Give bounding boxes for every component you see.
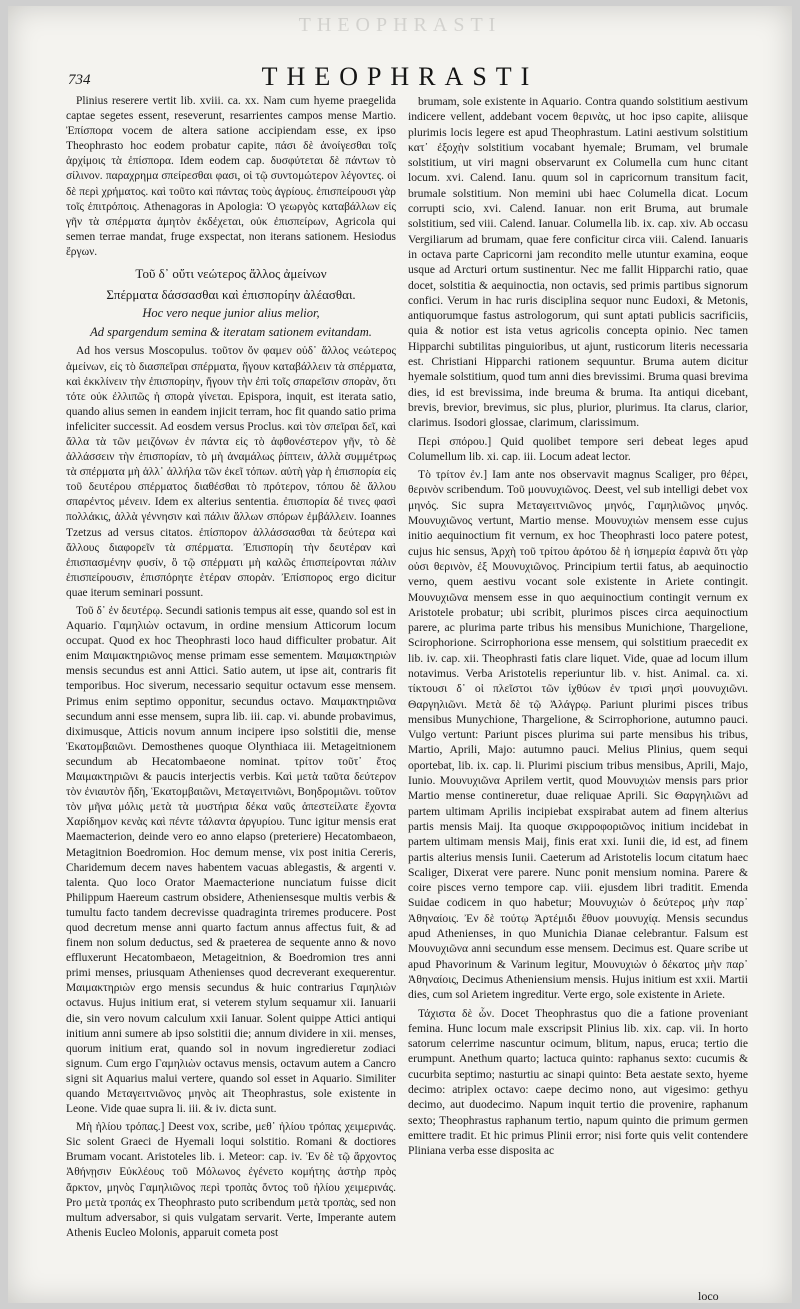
paragraph: Τοῦ δ᾽ ἐν δευτέρῳ. Secundi sationis tempus ait esse, quando sol est in Aquario. Γαμηλιὼν octavum, in ordine mensium Atticorum locum occupat. Quod ex hoc Theophrasti loco haud difficulter probatur. Ait enim Μαιμακτηριῶνος mense primam esse sementem. Μαιμακτηριὼν mensis secundus est anni Attici. Satio autem, ut ipse ait, contraris fit temporibus. Hoc siverum, necessario sequitur octavum esse mensem. Primus enim septimo opponitur, secundus octavo. Μαιμακτηριῶνα secundum anni esse mensem, supra lib. iii. cap. vi. abunde probavimus, diximusque, Atticis novum annum incipere ipso solstitii die, mense Ἑκατομβαιῶνι. Demosthenes quoque Olynthiaca iii. Metageitnionem secundum ab Hecatombaeone nominat. τρίτον τοῦτ᾽ ἔτος Μαιμακτηριῶνι & paucis interjectis verbis. Καὶ μετὰ ταῦτα δεύτερον τὸν ἐνιαυτὸν ἤδη, Ἑκατομβαιῶνι, Μεταγειτνιῶνι, Βοηδρομιῶνι. τοῦτον τὸν μῆνα μόλις μετὰ τὰ μυστήρια δέκα ναῦς ἀπεστείλατε ἔχοντα Χαρίδημον κενὰς καὶ πέντε τάλαντα ἀργυρίου. Tunc igitur mensis erat Maemacterion, deinde vero eo anno elapso (preteriere) Hecatombaeon, Metagitnion Boedromion. Hoc demum mense, vix post initia Cereris, Charidemum decem naves habentem vacuas ablegastis, & argenti v. talenta. Quo loco Orator Maemacterione nunciatum fuisse dicit Philippum Haereum castrum obsidere, Atheniensesque multis verbis & tumultu facto tandem decrevisse quadraginta triremes producere. Post quod decretum mense anni quarto factum annus affectus fuit, & ad finem non solum deductus, sed & praeterea de sequente anno & novo effluxerunt Hecatombaeon, Metageitnion, & Boedromion tres anni primi menses, priusquam Athenienses quod decreverant exequerentur. Μαιμακτηριὼν ergo mensis secundus & huic contrarius Γαμηλιὼν octavus. Hujus initium erat, si veterem stylum sequamur xii. Ianuarii die, sin vero novum calculum xxii Ianuar. Solent quippe Attici antiqui initium anni sumere ab ipso solstitii die; annum dividere in xii. menses, quorum initium erat, quando sol in novum ingredieretur zodiaci signum. Cum ergo Γαμηλιὼν octavus mensis, octavum autem a Cancro signi sit Aquarius malui vertere, quando sol esset in Aquario. Similiter quando Μεταγειτνιῶνος μηνὸς ait Theophrastus, sole existente in Leone. Vide quae supra li. iii. & iv. dicta sunt. <box>66 605 396 1116</box>
greek-verse-line: Σπέρματα δάσσασθαι καὶ ἐπισπορίην ἀλέασθαι. <box>106 287 356 303</box>
paragraph: brumam, sole existente in Aquario. Contra quando solstitium aestivum indicere vellent, addebant vocem θερινὰς, ut hoc ipso capite, aliisque plurimis locis legere est apud Theophrastum. Latini aestivum solstitium κατ᾽ ἐξοχὴν solstitium vocabant hyemale; Brumam, vel brumale solstitium, ut viri magni observarunt ex Columella cum hunc citant locum. xvi. Calend. Ianu. quum sol in capricornum transitum facit, brumale solstitium. Non memini ubi haec Columella dicat. Locum corrupti scio, xvi. Calend. Ianuar. non erit Bruma, aut brumale solstitium, sed viii. Calend. Ianuar. Columella lib. ix. cap. xiv. Ab occasu Vergiliarum ad brumam, quae fere conficitur circa viii. Calend. Ianuaris in octava parte Capricorni jam recondito melle utuntur examina, eoque usque ad Arcturi ortum sustinentur. Nec me fallit Hipparchi ratio, quae docet, solstitia & aequinoctia, non octavis, sed primis partibus signorum confici. Verum in hac ruris disciplina sequor nunc Eudoxi, & Metonis, antiquorumque fastus astrologorum, qui sunt aptati publicis sacrificiis, quia & notior est ista vetus agricolis concepta opinio. Nec tamen Hipparchi subtilitas pinguioribus, ut ajunt, rusticorum literis necessaria est. Christiani Hipparchi rationem sequuntur. Bruma autem dicitur hyemale solstitium, quod tum anni dies brevissimi. Bruma quasi brevima dies, id est brevissima, inde breuma & bruma. Ita antiqui dicebant, brevis, brevior, brevimus, sic plus, plurior, plurimus. Ita clarus, clarior, clarimus. Isodori glossae, clarimum, clarissimum. <box>408 95 748 430</box>
paragraph: Plinius reserere vertit lib. xviii. ca. xx. Nam cum hyeme praegelida captae segetes essent, reseverunt, resarrientes campos mense Martio. Ἐπίσπορα vocem de altera satione accipiendam esse, ex ipso Theophrasto hoc eodem probatur capite, πάσι δὲ ἀνοίγεσθαι τοῖς ἀρχίμοις τὰ ἐπίσπορα. Idem eodem cap. δυσφύτεται δὲ πάντων τὸ σίλινον. παραχρημα σπείρεσθαι φασι, οἱ τῷ συντομώτερον λέγοντες. οἱ δὲ περὶ χρήματος. καὶ τοῦτο καὶ πάντας τοὺς ἀγρίους. ἐπισπείρουσι γὰρ τοῖς ἐπιτρόποις. Athenagoras in Apologia: Ὁ γεωργὸς καταβάλλων εἰς γῆν τὰ σπέρματα ἀμητὸν ἐκδέχεται, οὐκ ἐπισπείρων, Agricola qui semen terrae mandat, fruge exspectat, non iterans sationem. Hesiodus ἔργων. <box>66 95 396 258</box>
latin-verse-line: Hoc vero neque junior alius melior, <box>142 306 320 321</box>
running-head: THEOPHRASTI <box>261 62 539 91</box>
paragraph: Περὶ σπόρου.] Quid quolibet tempore seri debeat leges apud Columellum lib. xi. cap. iii. Locum adeat lector. <box>408 434 748 463</box>
book-page <box>8 6 792 1303</box>
greek-verse-line: Τοῦ δ᾽ οὔτι νεώτερος ἄλλος ἀμείνων <box>135 266 327 282</box>
catchword: loco <box>698 1289 719 1303</box>
paragraph: Ad hos versus Moscopulus. τοῦτον ὅν φαμεν οὐδ᾽ ἄλλος νεώτερος ἀμείνων, εἰς τὸ διασπεῖραι σπέρματα, ἤγουν καταβάλλειν τὰ σπέρματα, καὶ ἐκκλίνειν τὴν ἐπισπορίην, ἤγουν τὴν ἐπὶ τοῖς σπαρεῖσιν σπορὰν, ὅτι τότε οὐκ ἐλλιπῶς ἡ σπορὰ γίνεται. Epispora, inquit, est iterata satio, quando alius semen in eandem injicit terram, hoc fit quando satio prima infeliciter successit. Ad eosdem versus Proclus. καὶ τὸν σπεῖραι δεῖ, καὶ ἄλλα τὰ τῶν μειζόνων ἐν πάντα εἰς τὸ ἀφθονέστερον γῆν, τὸ δὲ ἀλλάσσειν τὴν ἐπισπορίαν, τὸ μὴ ἀναμάλως ῥίπτειν, ἀλλὰ συμμέτρως τὰ σπέρματα μὴ ἀλλ᾽ ἀλλήλα τῶν ἐκεῖ τόπων. αὐτὴ γὰρ ἡ ἐπισπορία εἰς τοῦ δευτέρου σπέρματος διαθέσθαι τὸ πρότερον, τόπου δὲ ἄλλου σπαρέντος μένειν. Idem ex alterius sententia. ἐπισπορία δέ τινες φασὶ πολλάκις, ἀλλὰ γέννησιν καὶ πάλιν ἄλλων σπόρων ἐμβάλλειν. Ioannes Tzetzus ad versus citatos. ἐπίσπορον ἀλλάσσασθαι τὰ δεύτερα καὶ ἄλλους διαφορεῖν τὰ σπέρματα. Ἐπισπορίη τὴν δευτέραν καὶ ἐπισπασμένην φυσίν, ὃ τῷ σπέρματι μὴ καλῶς ἐπισπείρονται πάλιν ἐπισπείρουσιν, ἐπισπόρητε ἑτέραν σπορὰν. Ἐπίσπορος ergo dicitur quae iterum seminari possunt. <box>66 345 396 599</box>
paragraph: Μὴ ἡλίου τρόπας.] Deest vox, scribe, μεθ᾽ ἡλίου τρόπας χειμερινάς. Sic solent Graeci de Hyemali loqui solstitio. Romani & doctiores Brumam vocant. Aristoteles lib. i. Meteor: cap. iv. Ἐν δὲ τῷ ἄρχοντος Ἀθήνῃσιν Εὐκλέους τοῦ Μόλωνος ἐγένετο κομήτης ἀστὴρ πρὸς ἄρκτον, μηνὸς Γαμηλιῶνος περὶ τροπὰς ὄντος τοῦ ἡλίου χειμερινάς. Pro μετὰ τροπάς ex Theophrasto puto scribendum μετὰ τροπὰς, sed non multum adversabor, si quis vulgatam servarit. Verte, Imperante autem Athenis Eucleo Molonis, apparuit cometa post <box>66 1121 396 1239</box>
paragraph: Τὸ τρίτον ἐν.] Iam ante nos observavit magnus Scaliger, pro θέρει, θερινὸν scribendum. Τοῦ μουνυχιῶνος. Deest, vel sub intelligi debet vox μηνός. Sic supra Μεταγειτνιῶνος μηνός, Γαμηλιῶνος μηνός. Μουνυχιῶνος vertunt, Martio mense. Μουνυχιὼν mensem esse cujus initio aequinoctium fit vernum, ex hoc Theophrasti loco patere potest, cujus hic sensus, Ἀρχὴ τοῦ τρίτου ἀρότου δὲ ἡ ἰσημερία ἐαρινὰ ὅτι γὰρ οὐσι θερινὸν, ἐξ Μουνυχιῶνος. Principium tertii fatus, ab aequinoctio verno, quem aestivu vocant sole existente in Ariete contingit. Μουνυχιῶνα mensem esse in quo aequinoctium contingit vernum ex Aristotele probatur; ubi scribit, plurimos pisces circa aequinoctium parere, ac plurima parte tribus his mensibus Munichione, Thargelione, Scirophorione. Scirrophoriona esse mensem, qui solstitium praecedit ex lib. iv. cap. xii. Theophrasti fatis clare liquet. Vide, quae ad locum illum notavimus. Verba Aristotelis reperiuntur lib. v. hist. Animal. ca. xi. τίκτουσι δ᾽ οἱ πλεῖστοι τῶν ἰχθύων ἐν τρισὶ μησὶ μουνυχιῶνι. Θαργηλιῶνι. Μετὰ δὲ τῷ Ἀλάγρῳ. Pariunt plurimi pisces tribus mensibus Munychione, Thargelione, & Scirrophorione, autumno pauci. Vulgo vertunt: Pariunt pisces plurima sui parte mensibus his tribus, Martio, Aprili, Majo: autumno pauci. Melius Plinius, quem sequi oportebat, lib. ix. cap. li. Plurimi piscium tribus mensibus, Aprili, Majo, Iunio. Μουνυχιῶνα Aprilem vertit, quod Μουνυχιὼν mensis pars prior Martio mense contineretur, duae reliquae Aprili. Sic Θαργηλιῶνι ad partem ultimam Aprilis incipiebat exspirabat autem ad finem alterius partis mensis Maij. Ita quoque σκιρροφοριῶνος initium incidebat in partem ultimam mensis Maij, finis erat xxi. Iunii die, id est, ad finem partis alterius mensis Iunii. Caeterum ad Aristotelis locum citatum haec Scaliger, Dixerat vere parere. Nunc ponit mensium nomina. Parere & coire pisces verno tempore cap. viii. ejusdem libri traditit. Emenda Suidae codicem in quo habetur; Μουνυχιὼν ὁ δεύτερος μὴν παρ᾽ Ἀθηναίοις. Ἐν δὲ τούτῳ Ἀρτέμιδι ἔθυον μουνυχίᾳ. Mensis secundus apud Athenienses, in quo Munichia Dianae celebrantur. Falsum est Μουνυχιῶνα anni secundum esse mensem. Decimus est. Quare scribe ut apud Phavorinum & Varinum legitur, Μουνυχιὼν ὁ δέκατος μὴν παρ᾽ Ἀθηναίοις, Decimus Atheniensium mensis. Hujus initium est xxii. Martii dies, cum sol Arietem ingreditur. Verte ergo, sole existente in Ariete. <box>408 468 748 1002</box>
left-column <box>66 94 396 1244</box>
page-number: 734 <box>68 72 91 88</box>
latin-verse-line: Ad spargendum semina & iteratam sationem evitandam. <box>90 325 372 340</box>
right-column <box>408 94 748 1161</box>
bleed-through-text: THEOPHRASTI <box>298 14 502 36</box>
paragraph: Τάχιστα δὲ ὧν. Docet Theophrastus quo die a fatione proveniant femina. Hunc locum male exscripsit Plinius lib. xix. cap. vii. In horto satorum celerrime nascuntur ocimum, blitum, napus, eruca; tertio die erumpunt. Anethum quarto; lactuca quinto: raphanus sexto: cucumis & cucurbita septimo; nasturtiu ac sinapi quinto: Beta aestate sexto, hyeme decimo: atriplex octavo: caepe decimo nono, aut vigesimo: gethyu decimo, aut duodecimo. Napum inquit tertio die provenire, raphanum sexto; Theophrastus raphanum tertio, napum quinto die primum germen emittere tradit. Et hic primus Plinii error; nisi forte quis velit contendere Pliniana verba esse disposita ac <box>408 1006 748 1158</box>
